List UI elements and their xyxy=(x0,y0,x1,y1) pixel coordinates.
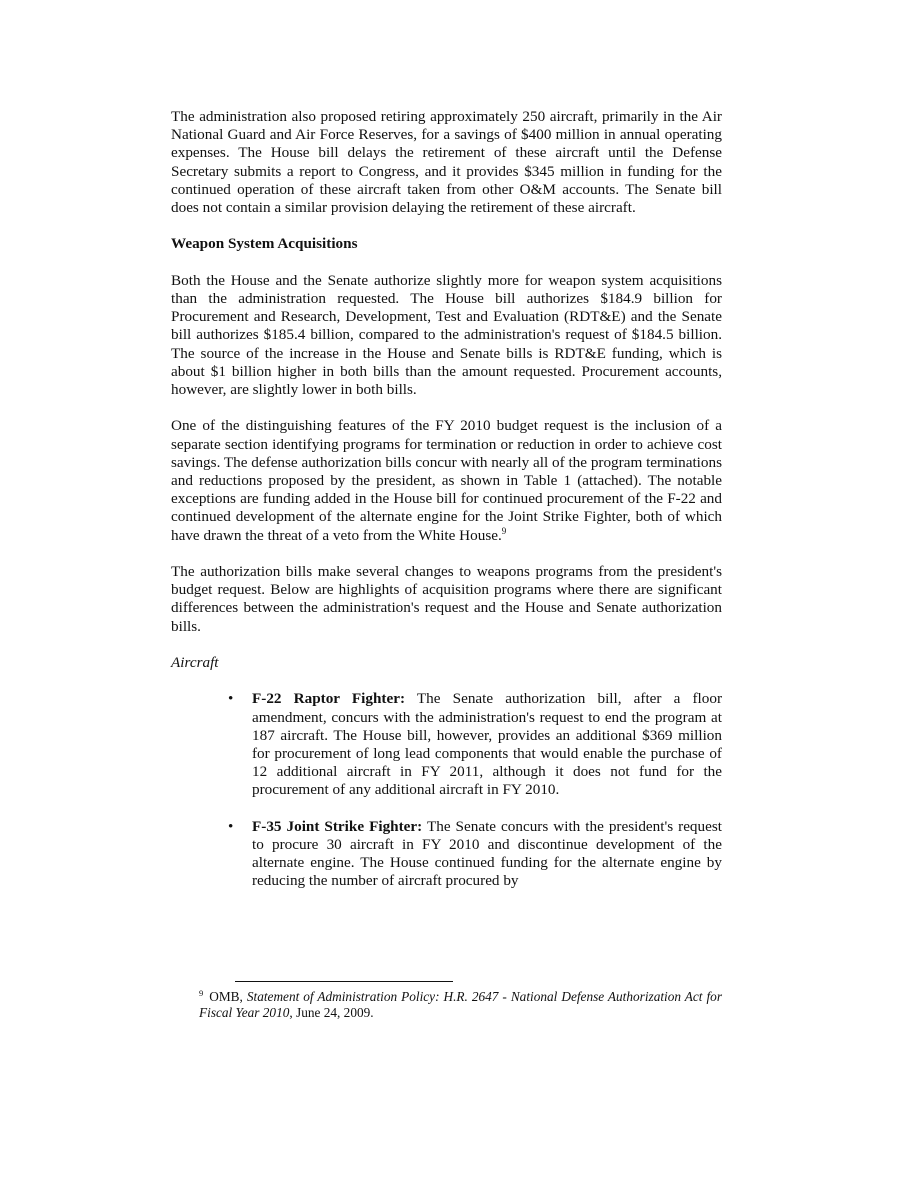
footnote-reference[interactable]: 9 xyxy=(501,525,507,536)
paragraph-terminations xyxy=(171,417,722,544)
paragraph-acquisition-funding: Both the House and the Senate authorize slightly more for weapon system acquisitions than the administration requested. The House bill authorizes $184.9 billion for Procurement and Research, Development, Test and Evaluation (RDT&E) and the Senate bill authorizes $185.4 billion, compared to the administration's request of $184.5 billion. The source of the increase in the House and Senate bills is RDT&E funding, which is about $1 billion higher in both bills than the amount requested. Procurement accounts, however, are slightly lower in both bills. xyxy=(171,271,722,399)
bullet-glyph: • xyxy=(228,817,234,835)
footnote-title: Statement of Administration Policy: H.R. 2647 - National Defense Authorization Act for Fiscal Year 2010 xyxy=(199,989,722,1020)
footnote-mark: 9 xyxy=(199,987,204,998)
section-heading-weapon-system-acquisitions: Weapon System Acquisitions xyxy=(171,235,358,253)
document-page xyxy=(171,108,722,909)
bullet-term-f35: F-35 Joint Strike Fighter: xyxy=(252,817,423,835)
bullet-glyph: • xyxy=(228,690,234,708)
bullet-item-f35 xyxy=(171,818,722,891)
footnote-source: OMB, xyxy=(209,989,247,1004)
subsection-heading-aircraft: Aircraft xyxy=(171,654,219,672)
paragraph-terminations-text: One of the distinguishing features of the FY 2010 budget request is the inclusion of a separate section identifying programs for termination or reduction in order to achieve cost savings. The defense authorization bills concur with nearly all of the program terminations and reductions proposed by the president, as shown in Table 1 (attached). The notable exceptions are funding added in the House bill for continued procurement of the F-22 and continued development of the alternate engine for the Joint Strike Fighter, both of which have drawn the threat of a veto from the White House. xyxy=(171,417,722,544)
bullet-text-f22: The Senate authorization bill, after a floor amendment, concurs with the administration's request to end the program at 187 aircraft. The House bill, however, provides an additional $369 million for procurement of long lead components that would enable the purchase of 12 additional aircraft in FY 2011, although it does not fund for the procurement of any additional aircraft in FY 2010. xyxy=(252,690,722,799)
paragraph-program-changes: The authorization bills make several changes to weapons programs from the president's budget request. Below are highlights of acquisition programs where there are significant differences between the administration's request and the House and Senate authorization bills. xyxy=(171,563,722,635)
paragraph-aircraft-retirement: The administration also proposed retiring approximately 250 aircraft, primarily in the Air National Guard and Air Force Reserves, for a savings of $400 million in annual operating expenses. The House bill delays the retirement of these aircraft until the Defense Secretary submits a report to Congress, and it provides $345 million in funding for the continued operation of these aircraft taken from other O&M accounts. The Senate bill does not contain a similar provision delaying the retirement of these aircraft. xyxy=(171,108,722,217)
footnote xyxy=(199,989,722,1021)
bullet-text-f35: The Senate concurs with the president's request to procure 30 aircraft in FY 2010 and discontinue development of the alternate engine. The House continued funding for the alternate engine by reducing the number of aircraft procured by xyxy=(252,817,722,890)
bullet-item-f22 xyxy=(171,690,722,799)
aircraft-bullet-list xyxy=(171,690,722,890)
footnote-date: , June 24, 2009. xyxy=(289,1005,374,1020)
footnote-separator xyxy=(235,981,453,982)
bullet-term-f22: F-22 Raptor Fighter: xyxy=(252,690,406,708)
